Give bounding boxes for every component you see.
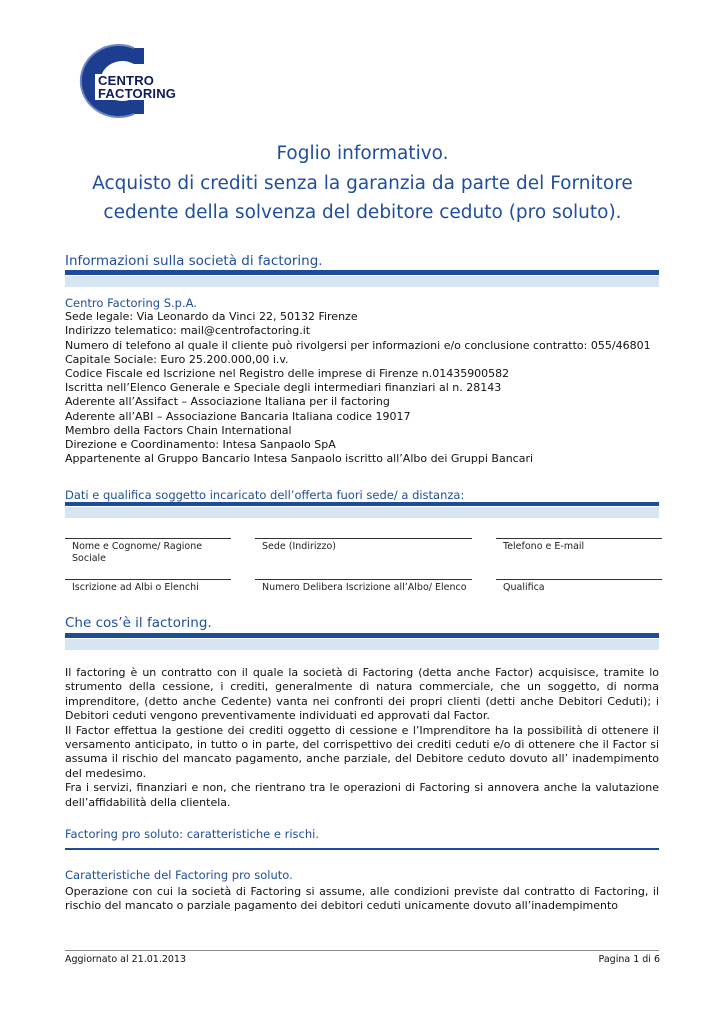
section-heading-pro-soluto: Factoring pro soluto: caratteristiche e rischi. bbox=[65, 827, 319, 841]
company-info-line: Capitale Sociale: Euro 25.200.000,00 i.v. bbox=[65, 352, 289, 366]
paragraph: Il factoring è un contratto con il quale la società di Factoring (detta anche Factor) acquisisce, tramite lo strumento della cessione, i crediti, generalmente di natura commerciale, che un soggetto, di norma imprenditore, (detto anche Cedente) vanta nei confronti dei propri clienti (detti anche Debitori Ceduti); i Debitori ceduti vengono preventivamente individuati ed approvati dal Factor. bbox=[65, 666, 659, 723]
company-info-line: Codice Fiscale ed Iscrizione nel Registro delle imprese di Firenze n.01435900582 bbox=[65, 367, 510, 381]
field-label-nome-line: Nome e Cognome/ Ragione bbox=[72, 541, 203, 552]
section-rule bbox=[65, 848, 659, 850]
logo-text: CENTRO FACTORING bbox=[95, 74, 229, 100]
company-info-block bbox=[65, 296, 651, 466]
field-label-delibera: Numero Delibera Iscrizione all’Albo/ Elenco bbox=[262, 582, 467, 593]
section-rule bbox=[65, 502, 659, 506]
footer-updated-date: Aggiornato al 21.01.2013 bbox=[65, 954, 187, 965]
field-label-iscrizione: Iscrizione ad Albi o Elenchi bbox=[72, 582, 199, 593]
company-info-line: Aderente all’Assifact – Associazione Italiana per il factoring bbox=[65, 395, 390, 409]
field-label-telefono: Telefono e E-mail bbox=[503, 541, 585, 552]
section-heading-agent-data: Dati e qualifica soggetto incaricato dell’offerta fuori sede/ a distanza: bbox=[65, 488, 465, 502]
doc-title-line3: cedente della solvenza del debitore ceduto (pro soluto). bbox=[103, 202, 622, 223]
field-label-nome bbox=[72, 541, 202, 565]
factoring-description bbox=[65, 666, 659, 810]
section-heading-company-info: Informazioni sulla società di factoring. bbox=[65, 253, 323, 269]
field-label-nome-line: Sociale bbox=[72, 553, 107, 564]
company-info-line: Appartenente al Gruppo Bancario Intesa Sanpaolo iscritto all’Albo dei Gruppi Bancari bbox=[65, 452, 534, 466]
section-heading-what-is-factoring: Che cos’è il factoring. bbox=[65, 615, 212, 631]
footer-page-number: Pagina 1 di 6 bbox=[598, 954, 660, 965]
company-info-line: Iscritta nell’Elenco Generale e Speciale degli intermediari finanziari al n. 28143 bbox=[65, 381, 502, 395]
field-underline bbox=[496, 538, 662, 539]
section-rule bbox=[65, 270, 659, 275]
company-info-line: Indirizzo telematico: mail@centrofactoring.it bbox=[65, 324, 311, 338]
doc-title-line2: Acquisto di crediti senza la garanzia da parte del Fornitore bbox=[92, 173, 633, 194]
company-info-line: Direzione e Coordinamento: Intesa Sanpaolo SpA bbox=[65, 438, 336, 452]
field-underline bbox=[255, 579, 472, 580]
company-info-line: Numero di telefono al quale il cliente può rivolgersi per informazioni e/o conclusione contratto: 055/46801 bbox=[65, 338, 651, 352]
section-rule bbox=[65, 633, 659, 638]
field-underline bbox=[255, 538, 472, 539]
paragraph: Operazione con cui la società di Factoring si assume, alle condizioni previste dal contratto di Factoring, il rischio del mancato o parziale pagamento dei debitori ceduti unicamente dovuto all’inadempimento bbox=[65, 885, 659, 913]
footer-rule bbox=[65, 950, 659, 951]
field-underline bbox=[65, 538, 231, 539]
section-band bbox=[65, 507, 659, 518]
field-label-qualifica: Qualifica bbox=[503, 582, 545, 593]
section-band bbox=[65, 639, 659, 650]
field-label-sede: Sede (Indirizzo) bbox=[262, 541, 337, 552]
company-logo bbox=[64, 40, 229, 122]
paragraph: Il Factor effettua la gestione dei crediti oggetto di cessione e l’Imprenditore ha la possibilità di ottenere il versamento anticipato, in tutto o in parte, del corrispettivo dei crediti ceduti e/o di ottenere che il Factor si assuma il rischio del mancato pagamento, anche parziale, del Debitore ceduto dovuto all’ inadempimento del medesimo. bbox=[65, 723, 659, 780]
field-underline bbox=[496, 579, 662, 580]
section-band bbox=[65, 276, 659, 287]
subheading-characteristics: Caratteristiche del Factoring pro soluto. bbox=[65, 868, 293, 882]
company-info-line: Membro della Factors Chain International bbox=[65, 423, 292, 437]
company-name: Centro Factoring S.p.A. bbox=[65, 296, 197, 310]
doc-title-line1: Foglio informativo. bbox=[276, 143, 449, 164]
company-info-line: Aderente all’ABI – Associazione Bancaria Italiana codice 19017 bbox=[65, 409, 411, 423]
characteristics-text bbox=[65, 885, 659, 914]
paragraph: Fra i servizi, finanziari e non, che rientrano tra le operazioni di Factoring si annovera anche la valutazione dell’affidabilità della clientela. bbox=[65, 781, 659, 809]
field-underline bbox=[65, 579, 231, 580]
company-info-line: Sede legale: Via Leonardo da Vinci 22, 50132 Firenze bbox=[65, 310, 358, 324]
